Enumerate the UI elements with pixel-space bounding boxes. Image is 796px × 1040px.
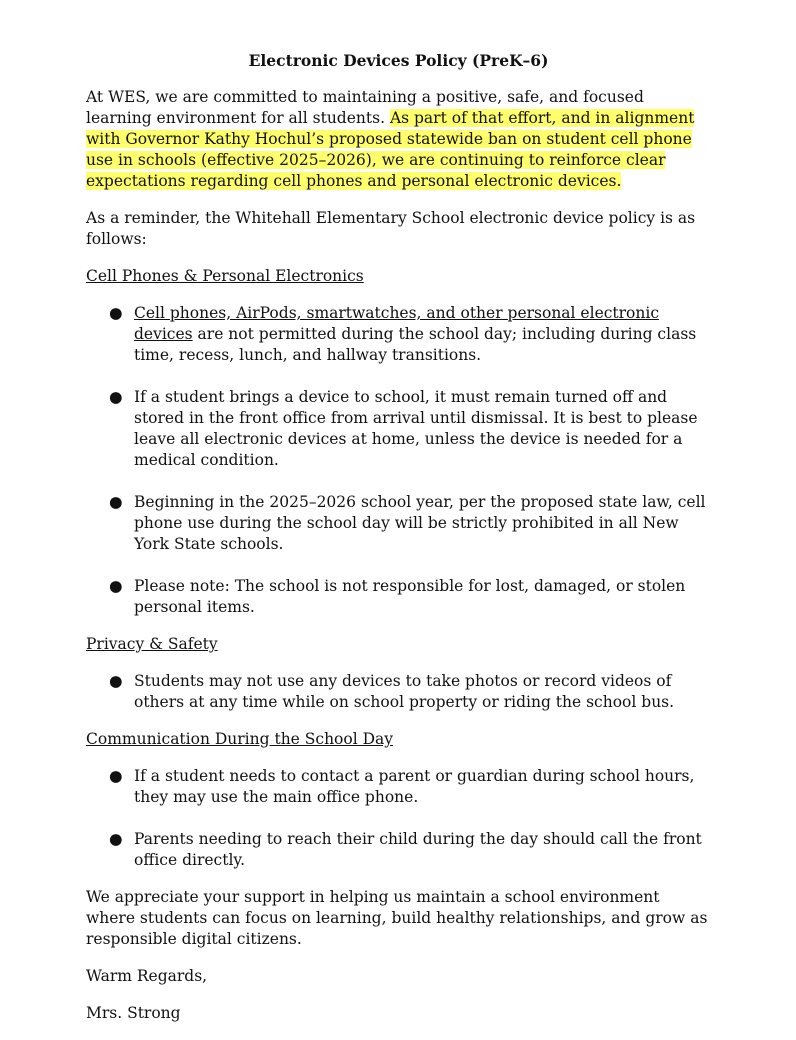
list-item-text: Please note: The school is not responsible for lost, damaged, or stolen personal items. bbox=[134, 577, 686, 616]
privacy-list bbox=[86, 671, 711, 713]
intro-text: At WES, we are committed to maintaining a positive, safe, and focused learning environment for all students. bbox=[86, 88, 644, 127]
reminder-paragraph: As a reminder, the Whitehall Elementary School electronic device policy is as follows: bbox=[86, 209, 696, 248]
section-heading-privacy: Privacy & Safety bbox=[86, 635, 218, 653]
list-item-text: Beginning in the 2025–2026 school year, per the proposed state law, cell phone use during the school day will be strictly prohibited in all New York State schools. bbox=[134, 493, 706, 553]
list-item-text: Parents needing to reach their child during the day should call the front office directly. bbox=[134, 830, 702, 869]
list-item bbox=[86, 671, 711, 713]
bullet-icon: ● bbox=[109, 493, 123, 511]
bullet-icon: ● bbox=[109, 388, 123, 406]
bullet-icon: ● bbox=[109, 304, 123, 322]
list-item bbox=[86, 387, 711, 471]
intro-paragraph bbox=[86, 87, 711, 192]
signoff: Warm Regards, bbox=[86, 967, 208, 985]
list-item bbox=[86, 829, 711, 871]
list-item bbox=[86, 492, 711, 555]
bullet-icon: ● bbox=[109, 577, 123, 595]
section-heading-communication: Communication During the School Day bbox=[86, 730, 394, 748]
bullet-icon: ● bbox=[109, 767, 123, 785]
cell-phones-list bbox=[86, 303, 711, 618]
signature: Mrs. Strong bbox=[86, 1004, 181, 1022]
document-page bbox=[86, 50, 711, 1040]
document-title: Electronic Devices Policy (PreK–6) bbox=[248, 51, 549, 70]
bullet-icon: ● bbox=[109, 830, 123, 848]
section-heading-cell-phones: Cell Phones & Personal Electronics bbox=[86, 267, 364, 285]
communication-list bbox=[86, 766, 711, 871]
devices-underlined-text: Cell phones, AirPods, smartwatches, and other personal electronic devices bbox=[134, 304, 660, 343]
bullet-icon: ● bbox=[109, 672, 123, 690]
closing-paragraph: We appreciate your support in helping us maintain a school environment where students can focus on learning, build healthy relationships, and grow as responsible digital citizens. bbox=[86, 888, 708, 948]
list-item bbox=[86, 303, 711, 366]
devices-rest-text: are not permitted during the school day; including during class time, recess, lunch, and hallway transitions. bbox=[134, 325, 697, 364]
intro-highlighted-text: As part of that effort, and in alignment with Governor Kathy Hochul’s proposed statewide ban on student cell phone use in schools (effective 2025–2026), we are continuing to reinforce clear expectations regarding cell phones and personal electronic devices. bbox=[86, 109, 695, 190]
list-item-text: Students may not use any devices to take photos or record videos of others at any time while on school property or riding the school bus. bbox=[134, 672, 675, 711]
list-item-text: If a student needs to contact a parent or guardian during school hours, they may use the main office phone. bbox=[134, 767, 695, 806]
list-item bbox=[86, 576, 711, 618]
list-item bbox=[86, 766, 711, 808]
list-item-text: If a student brings a device to school, it must remain turned off and stored in the front office from arrival until dismissal. It is best to please leave all electronic devices at home, unless the device is needed for a medical condition. bbox=[134, 388, 698, 469]
